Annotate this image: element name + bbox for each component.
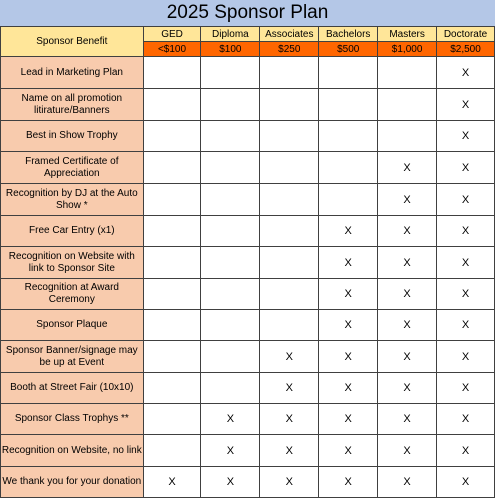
benefit-mark-cell: X xyxy=(201,435,260,467)
benefit-label: Lead in Marketing Plan xyxy=(1,57,144,89)
benefit-mark-cell: X xyxy=(260,404,319,435)
table-row xyxy=(1,216,495,247)
benefit-mark-cell: X xyxy=(319,247,378,279)
benefit-mark-cell xyxy=(319,152,378,184)
benefit-mark-cell xyxy=(143,184,201,216)
benefit-mark-cell: X xyxy=(260,373,319,404)
benefit-mark-cell: X xyxy=(437,341,495,373)
benefit-mark-cell xyxy=(260,152,319,184)
table-row xyxy=(1,247,495,279)
level-price-header: $100 xyxy=(201,42,260,57)
table-row xyxy=(1,89,495,121)
benefit-label: We thank you for your donation xyxy=(1,467,144,498)
benefit-mark-cell xyxy=(143,247,201,279)
benefit-mark-cell xyxy=(201,247,260,279)
benefit-label: Recognition by DJ at the Auto Show * xyxy=(1,184,144,216)
level-name-header: Bachelors xyxy=(319,27,378,42)
table-row xyxy=(1,341,495,373)
benefit-mark-cell: X xyxy=(319,435,378,467)
benefit-label: Sponsor Plaque xyxy=(1,310,144,341)
benefit-mark-cell: X xyxy=(437,121,495,152)
benefit-mark-cell: X xyxy=(319,216,378,247)
benefit-mark-cell xyxy=(201,57,260,89)
benefit-column-header: Sponsor Benefit xyxy=(1,27,144,57)
benefit-mark-cell xyxy=(201,310,260,341)
benefit-mark-cell: X xyxy=(201,467,260,498)
benefit-label: Sponsor Class Trophys ** xyxy=(1,404,144,435)
benefit-mark-cell xyxy=(378,57,437,89)
level-name-header: Diploma xyxy=(201,27,260,42)
benefit-mark-cell xyxy=(260,89,319,121)
level-name-header: Associates xyxy=(260,27,319,42)
sponsor-plan-body xyxy=(1,57,495,498)
benefit-mark-cell xyxy=(319,121,378,152)
benefit-mark-cell xyxy=(201,341,260,373)
table-row xyxy=(1,435,495,467)
benefit-mark-cell xyxy=(319,184,378,216)
benefit-mark-cell xyxy=(201,279,260,310)
benefit-mark-cell: X xyxy=(378,435,437,467)
level-name-header: GED xyxy=(143,27,201,42)
benefit-mark-cell: X xyxy=(319,279,378,310)
benefit-mark-cell: X xyxy=(437,247,495,279)
level-name-header: Masters xyxy=(378,27,437,42)
table-row xyxy=(1,121,495,152)
benefit-mark-cell: X xyxy=(143,467,201,498)
benefit-label: Recognition at Award Ceremony xyxy=(1,279,144,310)
table-row xyxy=(1,279,495,310)
benefit-mark-cell xyxy=(201,216,260,247)
benefit-label: Name on all promotion litirature/Banners xyxy=(1,89,144,121)
benefit-label: Framed Certificate of Appreciation xyxy=(1,152,144,184)
benefit-mark-cell: X xyxy=(378,216,437,247)
benefit-mark-cell: X xyxy=(378,467,437,498)
level-price-header: $1,000 xyxy=(378,42,437,57)
benefit-mark-cell: X xyxy=(378,310,437,341)
benefit-mark-cell xyxy=(201,184,260,216)
benefit-mark-cell xyxy=(260,184,319,216)
table-row xyxy=(1,404,495,435)
benefit-mark-cell xyxy=(143,435,201,467)
benefit-mark-cell xyxy=(143,57,201,89)
benefit-mark-cell xyxy=(260,57,319,89)
benefit-mark-cell: X xyxy=(378,152,437,184)
benefit-mark-cell xyxy=(378,89,437,121)
level-name-header: Doctorate xyxy=(437,27,495,42)
benefit-label: Sponsor Banner/signage may be up at Event xyxy=(1,341,144,373)
benefit-mark-cell: X xyxy=(260,341,319,373)
benefit-mark-cell: X xyxy=(437,279,495,310)
benefit-mark-cell xyxy=(201,152,260,184)
table-row xyxy=(1,152,495,184)
level-price-header: $250 xyxy=(260,42,319,57)
benefit-mark-cell: X xyxy=(437,216,495,247)
benefit-mark-cell xyxy=(201,89,260,121)
benefit-mark-cell: X xyxy=(319,467,378,498)
table-row xyxy=(1,310,495,341)
benefit-mark-cell: X xyxy=(378,184,437,216)
benefit-mark-cell xyxy=(260,247,319,279)
benefit-label: Best in Show Trophy xyxy=(1,121,144,152)
sponsor-plan-table xyxy=(0,26,495,498)
benefit-mark-cell xyxy=(201,121,260,152)
table-row xyxy=(1,467,495,498)
benefit-mark-cell: X xyxy=(201,404,260,435)
benefit-label: Recognition on Website, no link xyxy=(1,435,144,467)
benefit-mark-cell xyxy=(378,121,437,152)
benefit-mark-cell xyxy=(143,89,201,121)
benefit-mark-cell: X xyxy=(319,373,378,404)
benefit-mark-cell xyxy=(143,216,201,247)
table-row xyxy=(1,184,495,216)
benefit-mark-cell xyxy=(201,373,260,404)
level-price-header: $500 xyxy=(319,42,378,57)
benefit-mark-cell xyxy=(143,279,201,310)
benefit-mark-cell: X xyxy=(437,373,495,404)
benefit-label: Recognition on Website with link to Sponsor Site xyxy=(1,247,144,279)
benefit-mark-cell: X xyxy=(319,404,378,435)
benefit-mark-cell xyxy=(260,121,319,152)
level-price-header: <$100 xyxy=(143,42,201,57)
benefit-mark-cell: X xyxy=(319,310,378,341)
benefit-mark-cell: X xyxy=(437,89,495,121)
benefit-mark-cell: X xyxy=(260,467,319,498)
benefit-mark-cell xyxy=(319,89,378,121)
benefit-mark-cell xyxy=(143,341,201,373)
benefit-mark-cell xyxy=(143,404,201,435)
benefit-mark-cell xyxy=(260,310,319,341)
benefit-mark-cell: X xyxy=(437,310,495,341)
benefit-mark-cell: X xyxy=(437,404,495,435)
benefit-mark-cell: X xyxy=(378,404,437,435)
benefit-mark-cell xyxy=(260,279,319,310)
benefit-label: Booth at Street Fair (10x10) xyxy=(1,373,144,404)
table-row xyxy=(1,57,495,89)
benefit-mark-cell xyxy=(143,373,201,404)
benefit-label: Free Car Entry (x1) xyxy=(1,216,144,247)
benefit-mark-cell: X xyxy=(260,435,319,467)
benefit-mark-cell xyxy=(260,216,319,247)
benefit-mark-cell: X xyxy=(378,247,437,279)
benefit-mark-cell: X xyxy=(319,341,378,373)
benefit-mark-cell xyxy=(319,57,378,89)
benefit-mark-cell xyxy=(143,152,201,184)
benefit-mark-cell xyxy=(143,310,201,341)
header-row-levels xyxy=(1,27,495,42)
benefit-mark-cell xyxy=(143,121,201,152)
benefit-mark-cell: X xyxy=(437,57,495,89)
level-price-header: $2,500 xyxy=(437,42,495,57)
benefit-mark-cell: X xyxy=(437,152,495,184)
benefit-mark-cell: X xyxy=(378,373,437,404)
benefit-mark-cell: X xyxy=(437,467,495,498)
benefit-mark-cell: X xyxy=(378,341,437,373)
benefit-mark-cell: X xyxy=(437,184,495,216)
sheet-title: 2025 Sponsor Plan xyxy=(0,0,495,27)
benefit-mark-cell: X xyxy=(437,435,495,467)
benefit-mark-cell: X xyxy=(378,279,437,310)
table-row xyxy=(1,373,495,404)
